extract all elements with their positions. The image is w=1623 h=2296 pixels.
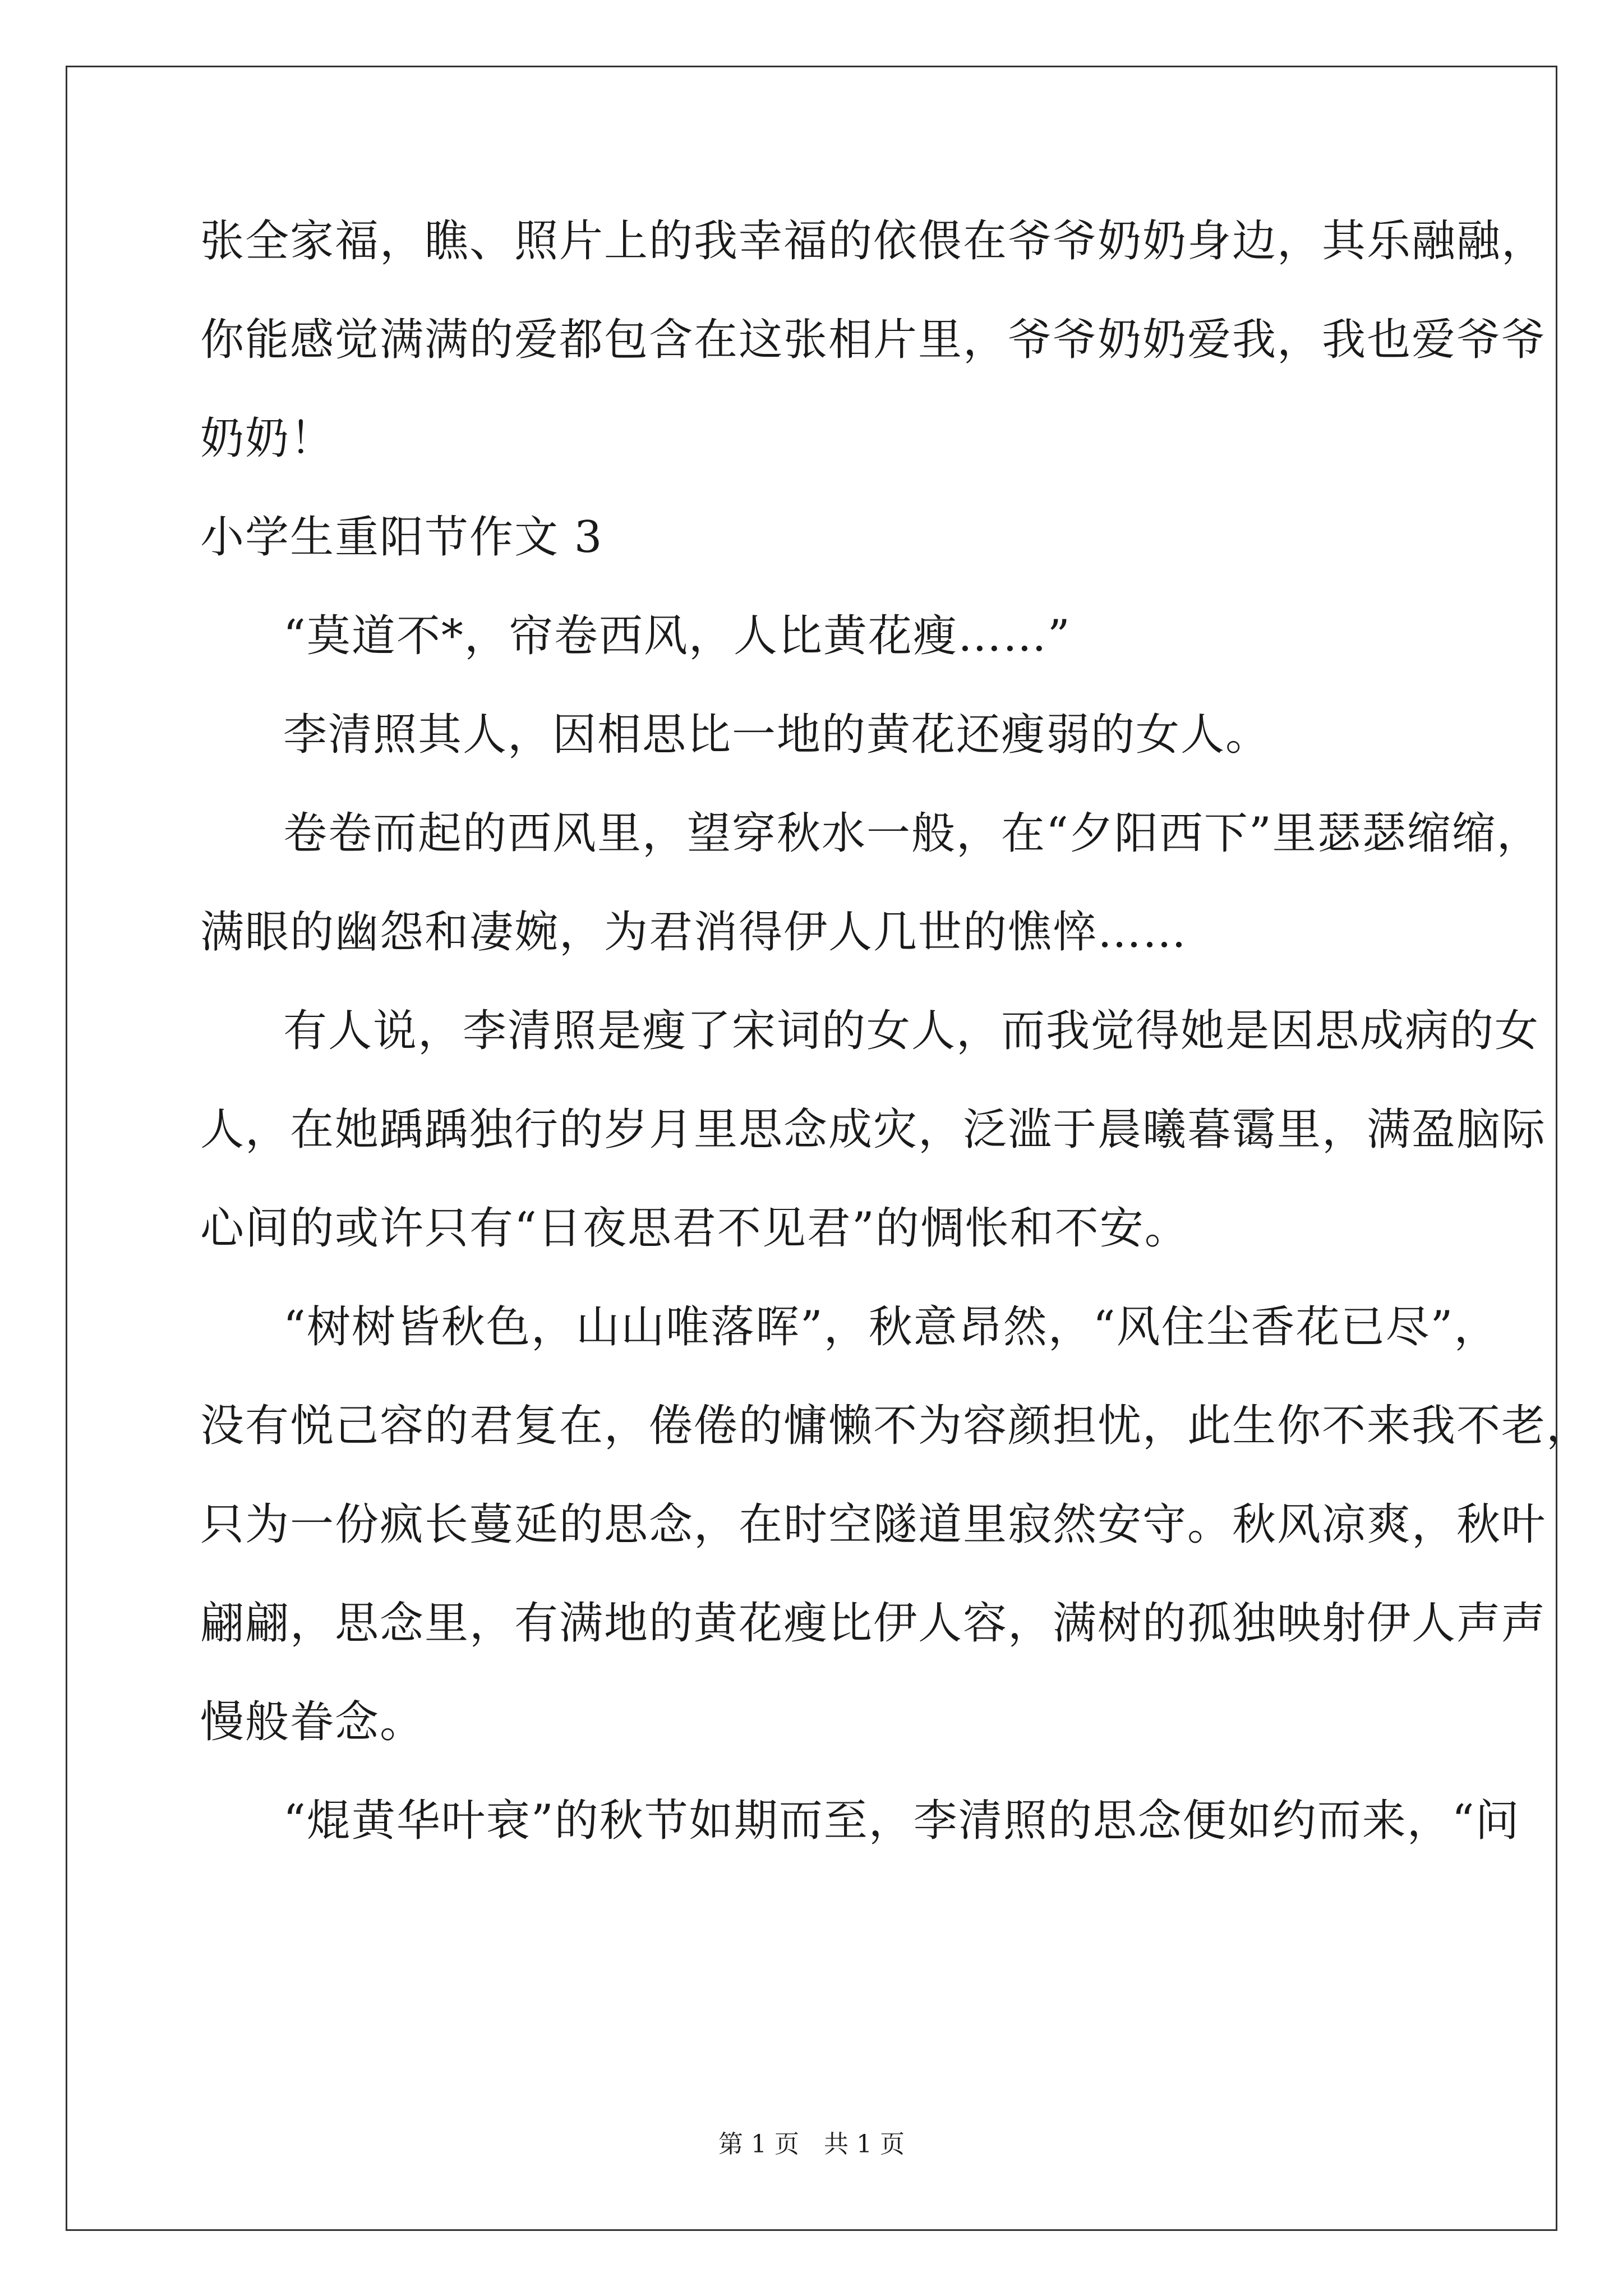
text-line: 有人说，李清照是瘦了宋词的女人，而我觉得她是因思成病的女 [283,1006,1540,1056]
text-line: 奶奶！ [200,413,335,464]
text-line: 你能感觉满满的爱都包含在这张相片里，爷爷奶奶爱我，我也爱爷爷 [200,315,1547,365]
text-line: 没有悦己容的君复在，倦倦的慵懒不为容颜担忧，此生你不来我不老， [200,1401,1592,1451]
text-line: 只为一份疯长蔓延的思念，在时空隧道里寂然安守。秋风凉爽，秋叶 [200,1499,1547,1550]
text-line: 慢般眷念。 [200,1697,425,1747]
text-line: “树树皆秋色，山山唯落晖”，秋意昂然，“风住尘香花已尽”， [283,1302,1499,1352]
text-line: “莫道不*，帘卷西风，人比黄花瘦……” [283,611,1071,661]
text-line: 卷卷而起的西风里，望穿秋水一般，在“夕阳西下”里瑟瑟缩缩， [283,808,1542,859]
text-line: 翩翩，思念里，有满地的黄花瘦比伊人容，满树的孤独映射伊人声声 [200,1598,1547,1649]
text-line: 满眼的幽怨和凄婉，为君消得伊人几世的憔悴…… [200,907,1188,958]
page-number-footer: 第 1 页 共 1 页 [718,2130,905,2159]
text-line: 张全家福，瞧、照片上的我幸福的依偎在爷爷奶奶身边，其乐融融， [200,216,1547,266]
text-line: 人，在她踽踽独行的岁月里思念成灾，泛滥于晨曦暮霭里，满盈脑际 [200,1105,1547,1155]
text-line: 李清照其人，因相思比一地的黄花还瘦弱的女人。 [283,710,1271,760]
text-line: “焜黄华叶衰”的秋节如期而至，李清照的思念便如约而来，“问 [283,1796,1520,1846]
text-line: 心间的或许只有“日夜思君不见君”的惆怅和不安。 [200,1203,1189,1254]
section-heading: 小学生重阳节作文 3 [200,512,603,563]
